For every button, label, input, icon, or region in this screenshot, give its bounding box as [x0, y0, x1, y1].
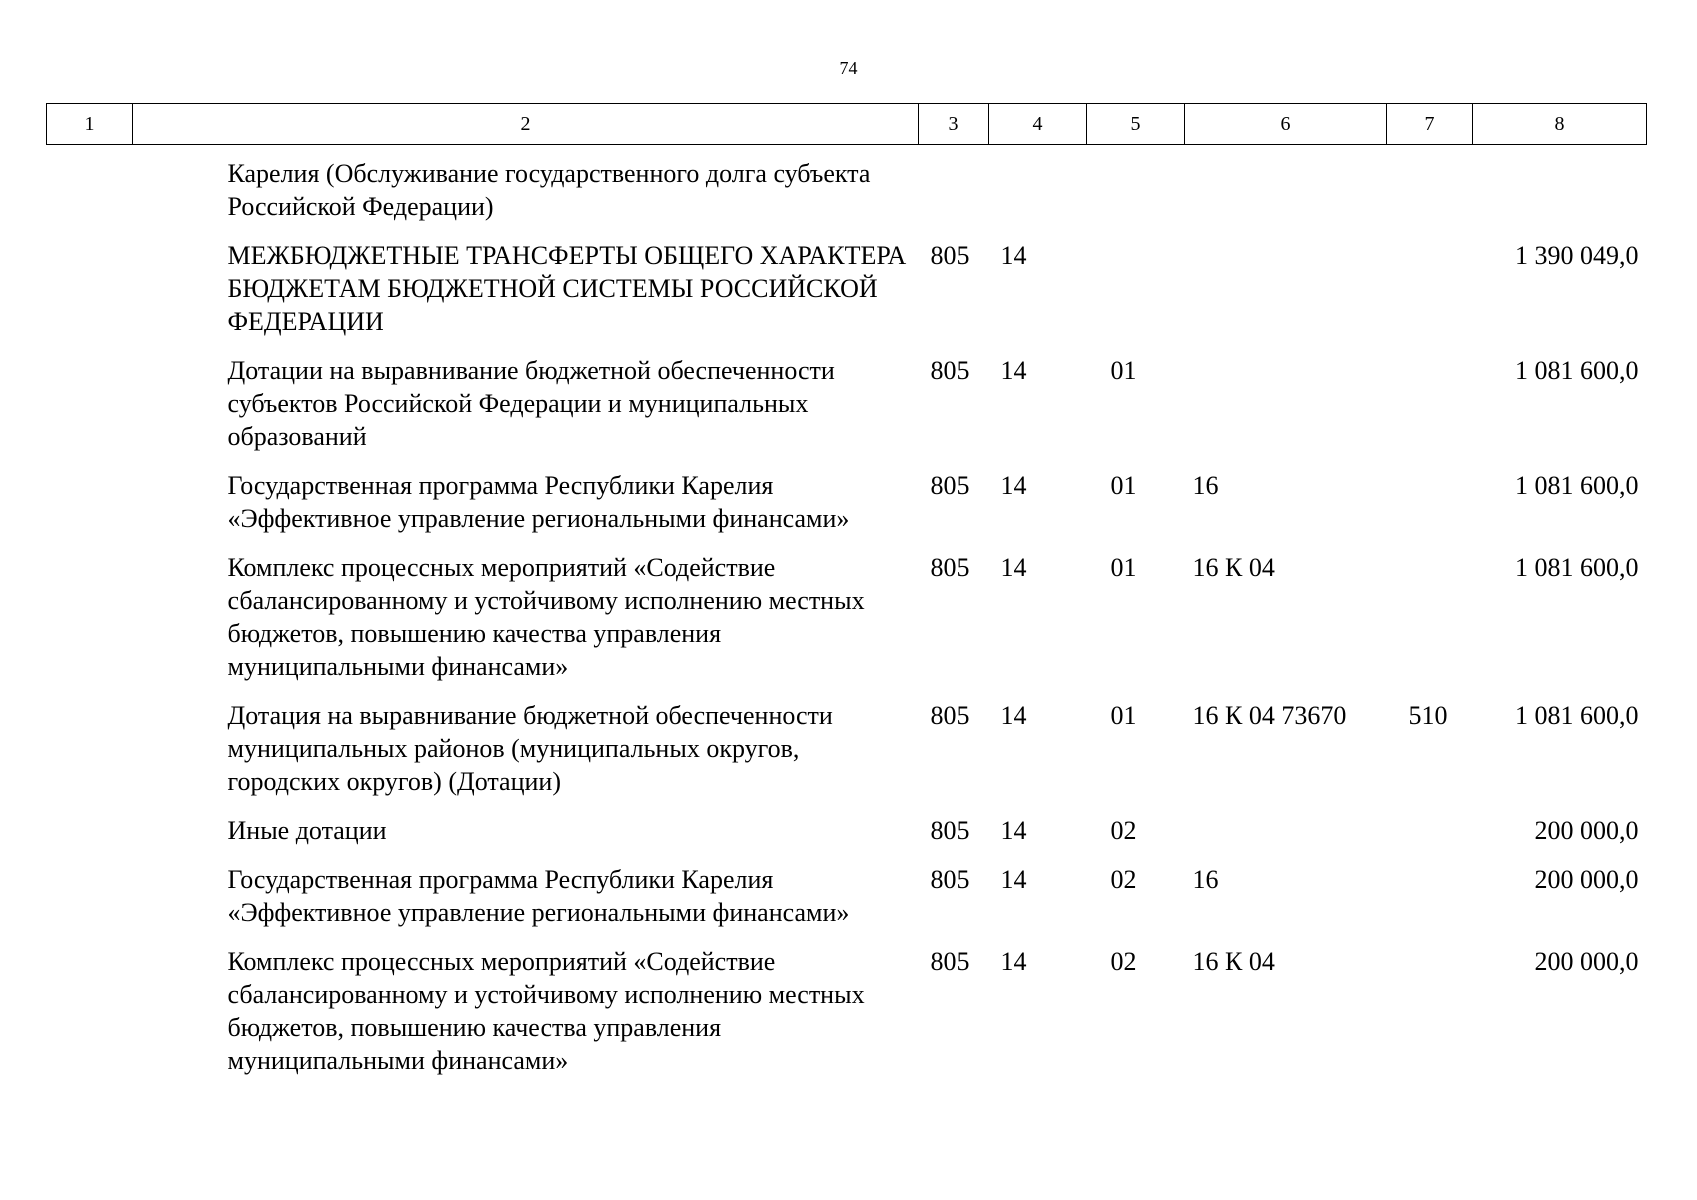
cell-ministry-code: 805: [930, 947, 970, 976]
cell-expense-type: [1387, 145, 1473, 240]
cell-item-name: Комплекс процессных мероприятий «Содействие сбалансированному и устойчивому исполнению местных бюджетов, повышению качества управления муниципальными финансами»: [227, 553, 865, 681]
table-row: [47, 354, 1647, 469]
header-col-5: 5: [1087, 104, 1185, 145]
cell-ministry-code: 805: [930, 816, 970, 845]
cell-subsection-code: [1087, 239, 1185, 354]
cell-col-1: [47, 945, 133, 1093]
cell-expense-type: [1387, 814, 1473, 863]
cell-section-code: 14: [1000, 241, 1027, 270]
table-row: [47, 863, 1647, 945]
cell-item-name: Государственная программа Республики Карелия «Эффективное управление региональными финансами»: [227, 865, 850, 927]
cell-section-code: [989, 145, 1087, 240]
cell-target-article: 16: [1192, 471, 1219, 500]
cell-amount: 1 081 600,0: [1515, 701, 1639, 730]
cell-col-1: [47, 145, 133, 240]
cell-expense-type: [1387, 354, 1473, 469]
header-col-1: 1: [47, 104, 133, 145]
cell-col-1: [47, 239, 133, 354]
cell-expense-type: [1387, 863, 1473, 945]
table-row: [47, 145, 1647, 240]
cell-subsection-code: 02: [1110, 947, 1137, 976]
cell-subsection-code: 01: [1110, 553, 1137, 582]
cell-section-code: 14: [1000, 947, 1027, 976]
cell-amount: 200 000,0: [1534, 865, 1639, 894]
cell-item-name: Комплекс процессных мероприятий «Содействие сбалансированному и устойчивому исполнению местных бюджетов, повышению качества управления муниципальными финансами»: [227, 947, 865, 1075]
cell-target-article: [1185, 145, 1387, 240]
cell-col-1: [47, 863, 133, 945]
table-row: [47, 945, 1647, 1093]
cell-expense-type: [1387, 239, 1473, 354]
cell-expense-type: [1387, 551, 1473, 699]
header-col-2: 2: [133, 104, 919, 145]
cell-amount: 1 390 049,0: [1515, 241, 1639, 270]
cell-subsection-code: 02: [1110, 865, 1137, 894]
cell-ministry-code: 805: [930, 471, 970, 500]
cell-subsection-code: 02: [1110, 816, 1137, 845]
cell-section-code: 14: [1000, 553, 1027, 582]
table-row: [47, 699, 1647, 814]
cell-target-article: [1185, 354, 1387, 469]
header-col-3: 3: [919, 104, 989, 145]
cell-ministry-code: 805: [930, 553, 970, 582]
cell-target-article: [1185, 814, 1387, 863]
cell-ministry-code: 805: [930, 865, 970, 894]
cell-section-code: 14: [1000, 471, 1027, 500]
cell-expense-type: 510: [1408, 701, 1448, 730]
budget-table: [46, 103, 1647, 1093]
cell-section-code: 14: [1000, 701, 1027, 730]
table-header: [47, 104, 1647, 145]
header-col-8: 8: [1473, 104, 1647, 145]
cell-amount: 200 000,0: [1534, 816, 1639, 845]
table-row: [47, 814, 1647, 863]
cell-col-1: [47, 551, 133, 699]
cell-item-name: Дотация на выравнивание бюджетной обеспеченности муниципальных районов (муниципальных округов, городских округов) (Дотации): [227, 701, 833, 796]
cell-section-code: 14: [1000, 816, 1027, 845]
cell-item-name: МЕЖБЮДЖЕТНЫЕ ТРАНСФЕРТЫ ОБЩЕГО ХАРАКТЕРА БЮДЖЕТАМ БЮДЖЕТНОЙ СИСТЕМЫ РОССИЙСКОЙ ФЕДЕРАЦИИ: [227, 241, 907, 336]
cell-item-name: Карелия (Обслуживание государственного долга субъекта Российской Федерации): [227, 159, 871, 221]
cell-col-1: [47, 814, 133, 863]
cell-col-1: [47, 354, 133, 469]
cell-ministry-code: [919, 145, 989, 240]
cell-item-name: Дотации на выравнивание бюджетной обеспеченности субъектов Российской Федерации и муниципальных образований: [227, 356, 835, 451]
cell-ministry-code: 805: [930, 701, 970, 730]
cell-subsection-code: [1087, 145, 1185, 240]
cell-expense-type: [1387, 945, 1473, 1093]
cell-amount: 1 081 600,0: [1515, 471, 1639, 500]
header-col-7: 7: [1387, 104, 1473, 145]
header-col-4: 4: [989, 104, 1087, 145]
cell-item-name: Иные дотации: [227, 816, 387, 845]
cell-section-code: 14: [1000, 865, 1027, 894]
cell-target-article: 16 К 04 73670: [1192, 701, 1347, 730]
cell-subsection-code: 01: [1110, 701, 1137, 730]
cell-amount: 200 000,0: [1534, 947, 1639, 976]
cell-section-code: 14: [1000, 356, 1027, 385]
cell-ministry-code: 805: [930, 356, 970, 385]
cell-ministry-code: 805: [930, 241, 970, 270]
table-body: [47, 145, 1647, 1094]
table-row: [47, 239, 1647, 354]
header-row: [47, 104, 1647, 145]
cell-target-article: 16: [1192, 865, 1219, 894]
header-col-6: 6: [1185, 104, 1387, 145]
cell-item-name: Государственная программа Республики Карелия «Эффективное управление региональными финансами»: [227, 471, 850, 533]
cell-expense-type: [1387, 469, 1473, 551]
cell-col-1: [47, 469, 133, 551]
cell-col-1: [47, 699, 133, 814]
cell-target-article: 16 К 04: [1192, 947, 1275, 976]
cell-target-article: [1185, 239, 1387, 354]
cell-amount: 1 081 600,0: [1515, 356, 1639, 385]
table-row: [47, 469, 1647, 551]
cell-subsection-code: 01: [1110, 471, 1137, 500]
cell-target-article: 16 К 04: [1192, 553, 1275, 582]
cell-amount: 1 081 600,0: [1515, 553, 1639, 582]
table-row: [47, 551, 1647, 699]
cell-subsection-code: 01: [1110, 356, 1137, 385]
page-number: 74: [839, 58, 858, 78]
cell-amount: [1473, 145, 1647, 240]
